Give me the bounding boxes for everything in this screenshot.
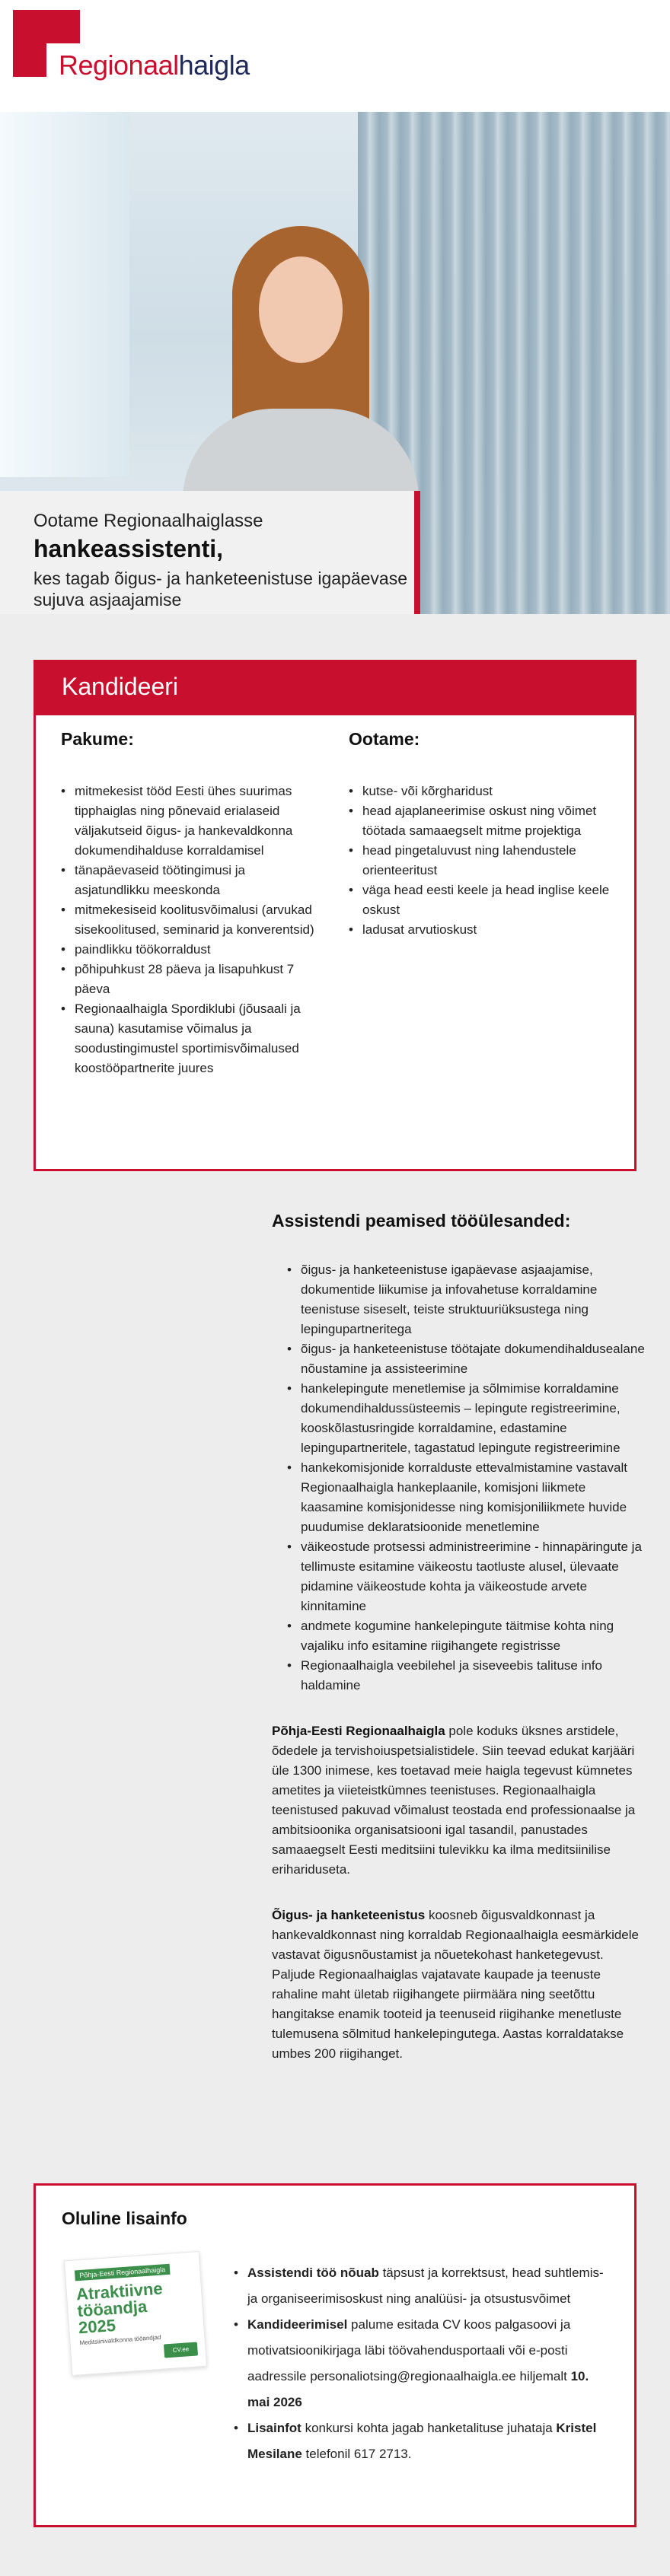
list-item: • head ajaplaneerimise oskust ning võimet töötada samaaegselt mitme projektiga [349,801,615,841]
list-item: • andmete kogumine hankelepingute täitmise kohta ning vajaliku info esitamine riigihangete registrisse [287,1616,645,1656]
info-item-text: konkursi kohta jagab hanketalituse juhataja [301,2421,557,2435]
list-item [234,2415,614,2467]
list-item: • väikeostude protsessi administreerimine - hinnapäringute ja tellimuste esitamine väikeostu taotluste alusel, ülevaate pidamine väikeostude kohta ja väikeostude arvete kinnitamine [287,1537,645,1616]
about-department-text: koosneb õigusvaldkonnast ja hankevaldkonnast ning korraldab Regionaalhaigla eesmärkidele vastavat õigusnõustamist ja nõuetekohast hanketegevust. Paljude Regionaalhaiglas vajatavate kaupade ja teenuste rahaline maht ületab riigihangete piirmäära ning seetõttu hangitakse enamik tooteid ja teenuseid riigihanke menetluste tulemusena sõlmitud hankelepingutega. Aastas korraldatakse umbes 200 riigihanget. [272,1908,639,2061]
logo-wordmark-dark: haigla [178,49,250,81]
about-hospital-text: pole koduks üksnes arstidele, õdedele ja tervishoiuspetsialistidele. Siin teevad edukat karjääri üle 1300 inimese, kes toetavad meie haigla tegevust kümnetes ametites ja viieteistkümnes teenistuses. Regionaalhaigla teenistused pakuvad võimalust teostada end professionaalse ja ambitsioonika organisatsiooni igal tasandil, panustades samaaegselt Eesti meditsiini tulevikku ka ilma meditsiinilise erihariduseta. [272,1724,636,1877]
list-item: • hankelepingute menetlemise ja sõlmimise korraldamine dokumendihaldussüsteemis – lepingute registreerimine, kooskõlastusringide korraldamine, edastamine lepingupartneritele, tagastatud lepingute registreerimine [287,1379,645,1458]
badge-subtitle: Meditsiinivaldkonna tööandjad [79,2333,161,2347]
list-item: • põhipuhkust 28 päeva ja lisapuhkust 7 päeva [61,960,320,999]
deadline-date: 10. mai 2026 [247,2369,589,2409]
info-item-bold: Kandideerimisel [247,2317,348,2332]
info-item-bold: Lisainfot [247,2421,302,2435]
hero-photo-window [0,112,129,477]
info-item-text: palume esitada CV koos palgasoovi ja motivatsioonikirjaga läbi töövahendusportaali või e-posti aadressile personaliotsing@regionaalhaigla.ee hiljemalt [247,2317,571,2383]
offer-column [61,729,320,1078]
badge-tag: CV.ee [164,2342,198,2358]
about-department-paragraph [272,1906,645,2064]
badge-title: Atraktiivne tööandja [75,2278,164,2321]
list-item: • Regionaalhaigla Spordiklubi (jõusaali ja sauna) kasutamise võimalus ja soodustingimustel sportimisvõimalused koostööpartnerite juures [61,999,320,1078]
offer-title: Pakume: [61,729,134,749]
hero-intro: Ootame Regionaalhaiglasse [34,511,263,531]
list-item: • õigus- ja hanketeenistuse töötajate dokumendihaldusealane nõustamine ja assisteerimine [287,1339,645,1379]
attractive-employer-badge [64,2251,207,2376]
additional-info-box [34,2183,636,2527]
logo-wordmark-red: Regionaal [59,49,179,81]
expect-list [349,782,615,940]
apply-button[interactable]: Kandideeri [36,662,634,715]
list-item: • paindlikku töökorraldust [61,940,320,960]
info-item-bold: Assistendi töö nõuab [247,2266,379,2280]
info-title: Oluline lisainfo [62,2208,187,2228]
about-hospital-paragraph [272,1721,645,1880]
offer-list [61,782,320,1078]
duties-section [272,1211,645,2064]
hero-photo-person-face [259,256,343,363]
hero-job-title: hankeassistenti, [34,535,223,562]
list-item [234,2260,614,2312]
candidate-box [34,660,636,1171]
page-header [0,0,670,112]
list-item: • tänapäevaseid töötingimusi ja asjatundlikku meeskonda [61,861,320,900]
list-item: • mitmekesist tööd Eesti ühes suurimas tipphaiglas ning põnevaid erialaseid väljakutseid õigus- ja hankevaldkonna dokumendihalduse korraldamisel [61,782,320,861]
hero-section [0,112,670,614]
duties-title: Assistendi peamised tööülesanded: [272,1211,571,1231]
list-item: • kutse- või kõrgharidust [349,782,615,801]
info-item-text: täpsust ja korrektsust, head suhtlemis- ja organiseerimisoskust ning analüüsi- ja otsustusvõimet [247,2266,604,2306]
list-item: • õigus- ja hanketeenistuse igapäevase asjaajamise, dokumentide liikumise ja infovahetuse korraldamine teenistuse siseselt, teiste struktuuriüksustega ning lepingupartneritega [287,1260,645,1339]
list-item: • Regionaalhaigla veebilehel ja siseveebis talituse info haldamine [287,1656,645,1696]
duties-list [287,1260,645,1696]
about-department-bold: Õigus- ja hanketeenistus [272,1908,426,1922]
list-item [234,2312,614,2415]
expect-title: Ootame: [349,729,420,749]
list-item: • väga head eesti keele ja head inglise keele oskust [349,880,615,920]
info-list [234,2260,614,2467]
badge-top-label: Põhja-Eesti Regionaalhaigla [75,2264,171,2281]
about-hospital-bold: Põhja-Eesti Regionaalhaigla [272,1724,445,1738]
list-item: • mitmekesiseid koolitusvõimalusi (arvukad sisekoolitused, seminarid ja konverentsid) [61,900,320,940]
hero-subtitle: kes tagab õigus- ja hanketeenistuse igapäevase sujuva asjaajamise [34,568,408,610]
badge-year: 2025 [78,2315,116,2338]
contact-name: Kristel Mesilane [247,2421,597,2461]
contact-phone: telefonil 617 2713. [302,2447,412,2461]
list-item: • head pingetaluvust ning lahendustele orienteeritust [349,841,615,880]
main-content [0,614,670,2576]
hero-headline-card [0,491,420,614]
expect-column [349,729,615,940]
list-item: • hankekomisjonide korralduste ettevalmistamine vastavalt Regionaalhaigla hankeplaanile, komisjoni liikmete kaasamine komisjonidesse ning komisjoniliikmete huvide puudumise deklaratsioonide menetlemine [287,1458,645,1537]
logo-wordmark [59,49,250,81]
regionaalhaigla-logo[interactable] [13,10,250,86]
list-item: • ladusat arvutioskust [349,920,615,940]
